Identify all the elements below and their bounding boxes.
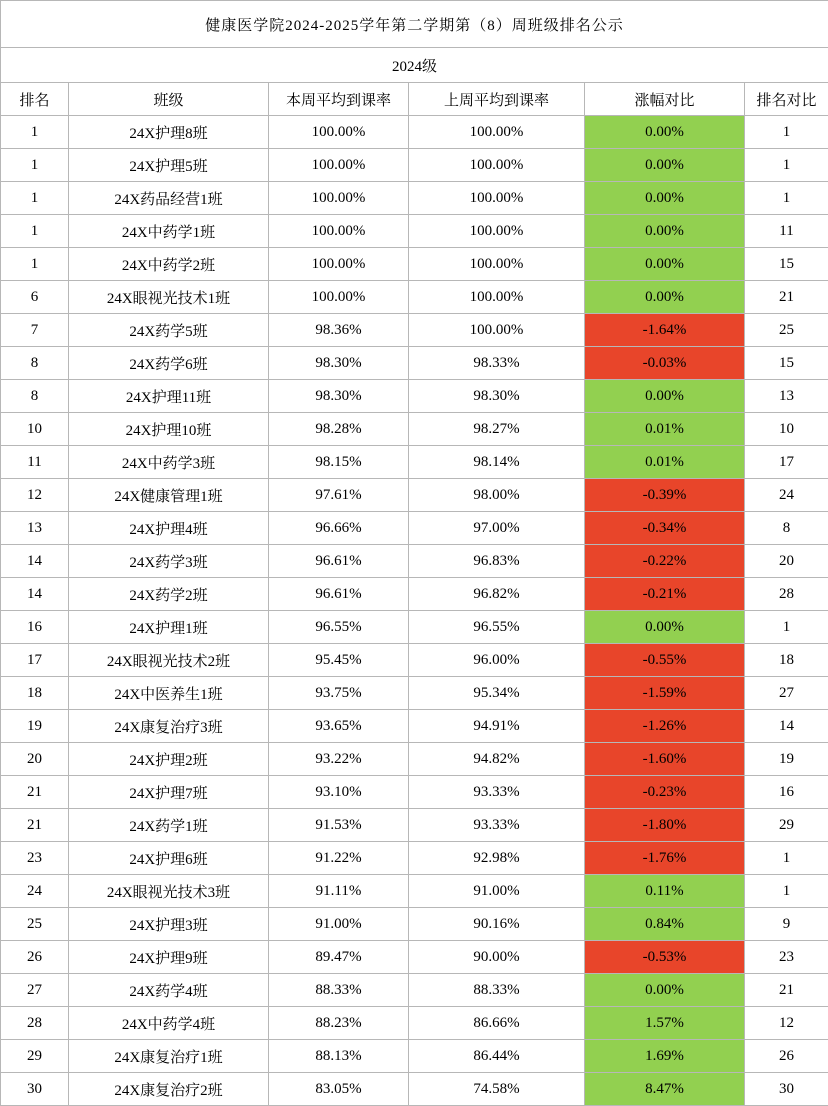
cell-delta: -1.80% [585, 809, 745, 842]
cell-rank: 21 [1, 809, 69, 842]
table-row [1, 347, 828, 380]
cell-this-week-rate: 98.15% [269, 446, 409, 479]
cell-delta: 1.57% [585, 1007, 745, 1040]
cell-delta: -1.59% [585, 677, 745, 710]
table-row [1, 875, 828, 908]
table-row [1, 314, 828, 347]
cell-rank: 14 [1, 578, 69, 611]
cell-rank-compare: 13 [745, 380, 828, 413]
cell-class-name: 24X护理10班 [69, 413, 269, 446]
cell-this-week-rate: 93.65% [269, 710, 409, 743]
cell-last-week-rate: 92.98% [409, 842, 585, 875]
table-row [1, 479, 828, 512]
table-row [1, 512, 828, 545]
cell-last-week-rate: 96.00% [409, 644, 585, 677]
column-header-delta: 涨幅对比 [585, 83, 745, 116]
cell-class-name: 24X康复治疗3班 [69, 710, 269, 743]
cell-this-week-rate: 100.00% [269, 215, 409, 248]
cell-delta: 1.69% [585, 1040, 745, 1073]
table-row [1, 545, 828, 578]
cell-rank-compare: 1 [745, 611, 828, 644]
cell-class-name: 24X药学2班 [69, 578, 269, 611]
cell-rank: 18 [1, 677, 69, 710]
cell-rank: 14 [1, 545, 69, 578]
cell-rank-compare: 20 [745, 545, 828, 578]
cell-delta: -0.39% [585, 479, 745, 512]
cell-class-name: 24X护理9班 [69, 941, 269, 974]
title-row [1, 1, 828, 48]
cell-rank-compare: 28 [745, 578, 828, 611]
cell-this-week-rate: 93.22% [269, 743, 409, 776]
cell-rank: 13 [1, 512, 69, 545]
cell-this-week-rate: 93.75% [269, 677, 409, 710]
cell-delta: -0.34% [585, 512, 745, 545]
cell-last-week-rate: 100.00% [409, 248, 585, 281]
cell-rank: 28 [1, 1007, 69, 1040]
cell-delta: -1.64% [585, 314, 745, 347]
table-row [1, 611, 828, 644]
cell-rank-compare: 29 [745, 809, 828, 842]
cell-class-name: 24X中医养生1班 [69, 677, 269, 710]
cell-rank: 21 [1, 776, 69, 809]
table-row [1, 149, 828, 182]
cell-delta: 0.01% [585, 413, 745, 446]
column-header-rank-compare: 排名对比 [745, 83, 828, 116]
cell-class-name: 24X中药学1班 [69, 215, 269, 248]
cell-rank-compare: 1 [745, 842, 828, 875]
cell-class-name: 24X药学1班 [69, 809, 269, 842]
cell-this-week-rate: 91.22% [269, 842, 409, 875]
cell-rank: 27 [1, 974, 69, 1007]
cell-rank-compare: 1 [745, 149, 828, 182]
cell-rank-compare: 25 [745, 314, 828, 347]
cell-class-name: 24X中药学3班 [69, 446, 269, 479]
table-row [1, 842, 828, 875]
cell-last-week-rate: 94.82% [409, 743, 585, 776]
cell-rank-compare: 19 [745, 743, 828, 776]
cell-delta: -1.60% [585, 743, 745, 776]
cell-last-week-rate: 96.83% [409, 545, 585, 578]
table-body [1, 1, 828, 1106]
cell-rank: 11 [1, 446, 69, 479]
table-row [1, 215, 828, 248]
cell-rank-compare: 15 [745, 248, 828, 281]
cell-last-week-rate: 100.00% [409, 281, 585, 314]
cell-class-name: 24X眼视光技术1班 [69, 281, 269, 314]
cell-rank: 25 [1, 908, 69, 941]
cell-rank-compare: 26 [745, 1040, 828, 1073]
cell-class-name: 24X护理2班 [69, 743, 269, 776]
cell-last-week-rate: 97.00% [409, 512, 585, 545]
cell-this-week-rate: 88.33% [269, 974, 409, 1007]
cell-rank-compare: 17 [745, 446, 828, 479]
cell-delta: 0.00% [585, 116, 745, 149]
cell-rank: 26 [1, 941, 69, 974]
cell-last-week-rate: 86.66% [409, 1007, 585, 1040]
table-row [1, 1007, 828, 1040]
cell-rank-compare: 16 [745, 776, 828, 809]
cell-class-name: 24X护理4班 [69, 512, 269, 545]
cell-last-week-rate: 74.58% [409, 1073, 585, 1106]
cell-delta: 0.00% [585, 611, 745, 644]
cell-delta: -1.26% [585, 710, 745, 743]
cell-delta: -0.21% [585, 578, 745, 611]
cell-rank-compare: 21 [745, 281, 828, 314]
cell-rank: 8 [1, 347, 69, 380]
cell-this-week-rate: 96.66% [269, 512, 409, 545]
table-row [1, 974, 828, 1007]
cell-class-name: 24X护理1班 [69, 611, 269, 644]
cell-last-week-rate: 96.55% [409, 611, 585, 644]
cell-delta: 0.01% [585, 446, 745, 479]
column-header-last-week: 上周平均到课率 [409, 83, 585, 116]
cell-class-name: 24X健康管理1班 [69, 479, 269, 512]
cell-last-week-rate: 96.82% [409, 578, 585, 611]
grade-row [1, 48, 828, 83]
cell-class-name: 24X眼视光技术3班 [69, 875, 269, 908]
cell-rank: 24 [1, 875, 69, 908]
cell-last-week-rate: 98.14% [409, 446, 585, 479]
cell-this-week-rate: 96.61% [269, 578, 409, 611]
cell-rank-compare: 8 [745, 512, 828, 545]
cell-class-name: 24X护理7班 [69, 776, 269, 809]
cell-this-week-rate: 96.55% [269, 611, 409, 644]
cell-rank: 19 [1, 710, 69, 743]
cell-rank: 30 [1, 1073, 69, 1106]
table-row [1, 116, 828, 149]
cell-delta: -0.22% [585, 545, 745, 578]
cell-rank-compare: 14 [745, 710, 828, 743]
cell-last-week-rate: 93.33% [409, 776, 585, 809]
grade-band-label: 2024级 [1, 48, 828, 83]
table-row [1, 1040, 828, 1073]
cell-rank: 8 [1, 380, 69, 413]
table-row [1, 644, 828, 677]
cell-this-week-rate: 100.00% [269, 149, 409, 182]
cell-rank-compare: 9 [745, 908, 828, 941]
cell-this-week-rate: 100.00% [269, 281, 409, 314]
cell-delta: 0.00% [585, 248, 745, 281]
cell-delta: -0.23% [585, 776, 745, 809]
cell-rank: 29 [1, 1040, 69, 1073]
cell-last-week-rate: 98.30% [409, 380, 585, 413]
cell-rank: 1 [1, 182, 69, 215]
cell-rank: 10 [1, 413, 69, 446]
table-row [1, 908, 828, 941]
cell-rank: 23 [1, 842, 69, 875]
cell-this-week-rate: 89.47% [269, 941, 409, 974]
cell-last-week-rate: 100.00% [409, 314, 585, 347]
column-header-this-week: 本周平均到课率 [269, 83, 409, 116]
column-header-class: 班级 [69, 83, 269, 116]
cell-class-name: 24X药学6班 [69, 347, 269, 380]
cell-delta: 0.00% [585, 182, 745, 215]
cell-this-week-rate: 100.00% [269, 182, 409, 215]
cell-class-name: 24X护理5班 [69, 149, 269, 182]
table-row [1, 710, 828, 743]
cell-class-name: 24X药学3班 [69, 545, 269, 578]
cell-rank-compare: 11 [745, 215, 828, 248]
cell-rank-compare: 24 [745, 479, 828, 512]
cell-rank-compare: 21 [745, 974, 828, 1007]
cell-rank: 17 [1, 644, 69, 677]
cell-class-name: 24X护理11班 [69, 380, 269, 413]
cell-class-name: 24X护理6班 [69, 842, 269, 875]
table-row [1, 776, 828, 809]
cell-delta: 0.00% [585, 215, 745, 248]
cell-this-week-rate: 96.61% [269, 545, 409, 578]
cell-this-week-rate: 83.05% [269, 1073, 409, 1106]
cell-last-week-rate: 93.33% [409, 809, 585, 842]
column-header-rank: 排名 [1, 83, 69, 116]
cell-rank: 6 [1, 281, 69, 314]
table-row [1, 182, 828, 215]
cell-last-week-rate: 90.16% [409, 908, 585, 941]
cell-delta: -0.53% [585, 941, 745, 974]
cell-rank-compare: 15 [745, 347, 828, 380]
cell-class-name: 24X中药学2班 [69, 248, 269, 281]
cell-rank: 1 [1, 116, 69, 149]
cell-this-week-rate: 88.23% [269, 1007, 409, 1040]
cell-this-week-rate: 93.10% [269, 776, 409, 809]
cell-last-week-rate: 100.00% [409, 215, 585, 248]
cell-rank-compare: 23 [745, 941, 828, 974]
cell-delta: 8.47% [585, 1073, 745, 1106]
cell-this-week-rate: 100.00% [269, 116, 409, 149]
table-row [1, 743, 828, 776]
cell-rank: 16 [1, 611, 69, 644]
cell-delta: 0.00% [585, 974, 745, 1007]
cell-delta: 0.84% [585, 908, 745, 941]
cell-last-week-rate: 95.34% [409, 677, 585, 710]
cell-class-name: 24X药学4班 [69, 974, 269, 1007]
cell-last-week-rate: 98.33% [409, 347, 585, 380]
header-row [1, 83, 828, 116]
cell-last-week-rate: 98.00% [409, 479, 585, 512]
cell-rank-compare: 1 [745, 875, 828, 908]
cell-this-week-rate: 98.28% [269, 413, 409, 446]
cell-this-week-rate: 91.00% [269, 908, 409, 941]
table-row [1, 809, 828, 842]
cell-this-week-rate: 98.30% [269, 347, 409, 380]
cell-class-name: 24X护理3班 [69, 908, 269, 941]
cell-rank: 7 [1, 314, 69, 347]
cell-last-week-rate: 100.00% [409, 116, 585, 149]
cell-this-week-rate: 100.00% [269, 248, 409, 281]
cell-rank-compare: 1 [745, 116, 828, 149]
cell-rank-compare: 18 [745, 644, 828, 677]
table-row [1, 380, 828, 413]
cell-rank-compare: 30 [745, 1073, 828, 1106]
cell-this-week-rate: 97.61% [269, 479, 409, 512]
cell-class-name: 24X药品经营1班 [69, 182, 269, 215]
cell-last-week-rate: 88.33% [409, 974, 585, 1007]
cell-rank-compare: 1 [745, 182, 828, 215]
cell-rank: 12 [1, 479, 69, 512]
table-row [1, 1073, 828, 1106]
table-row [1, 281, 828, 314]
cell-rank: 1 [1, 215, 69, 248]
table-row [1, 677, 828, 710]
cell-rank-compare: 12 [745, 1007, 828, 1040]
cell-this-week-rate: 95.45% [269, 644, 409, 677]
cell-this-week-rate: 98.30% [269, 380, 409, 413]
cell-class-name: 24X眼视光技术2班 [69, 644, 269, 677]
table-row [1, 446, 828, 479]
table-row [1, 578, 828, 611]
cell-last-week-rate: 86.44% [409, 1040, 585, 1073]
table-row [1, 248, 828, 281]
table-row [1, 413, 828, 446]
cell-last-week-rate: 98.27% [409, 413, 585, 446]
cell-this-week-rate: 98.36% [269, 314, 409, 347]
cell-rank: 20 [1, 743, 69, 776]
cell-class-name: 24X中药学4班 [69, 1007, 269, 1040]
cell-class-name: 24X康复治疗2班 [69, 1073, 269, 1106]
cell-class-name: 24X药学5班 [69, 314, 269, 347]
cell-this-week-rate: 91.53% [269, 809, 409, 842]
cell-last-week-rate: 100.00% [409, 182, 585, 215]
cell-delta: 0.11% [585, 875, 745, 908]
cell-delta: -1.76% [585, 842, 745, 875]
cell-class-name: 24X康复治疗1班 [69, 1040, 269, 1073]
cell-delta: 0.00% [585, 149, 745, 182]
cell-last-week-rate: 100.00% [409, 149, 585, 182]
cell-rank-compare: 10 [745, 413, 828, 446]
cell-delta: -0.03% [585, 347, 745, 380]
cell-rank: 1 [1, 248, 69, 281]
cell-rank: 1 [1, 149, 69, 182]
cell-this-week-rate: 88.13% [269, 1040, 409, 1073]
page-title: 健康医学院2024-2025学年第二学期第（8）周班级排名公示 [1, 1, 828, 48]
cell-class-name: 24X护理8班 [69, 116, 269, 149]
cell-delta: 0.00% [585, 380, 745, 413]
cell-delta: -0.55% [585, 644, 745, 677]
cell-rank-compare: 27 [745, 677, 828, 710]
cell-delta: 0.00% [585, 281, 745, 314]
cell-last-week-rate: 91.00% [409, 875, 585, 908]
table-row [1, 941, 828, 974]
cell-last-week-rate: 90.00% [409, 941, 585, 974]
cell-this-week-rate: 91.11% [269, 875, 409, 908]
cell-last-week-rate: 94.91% [409, 710, 585, 743]
